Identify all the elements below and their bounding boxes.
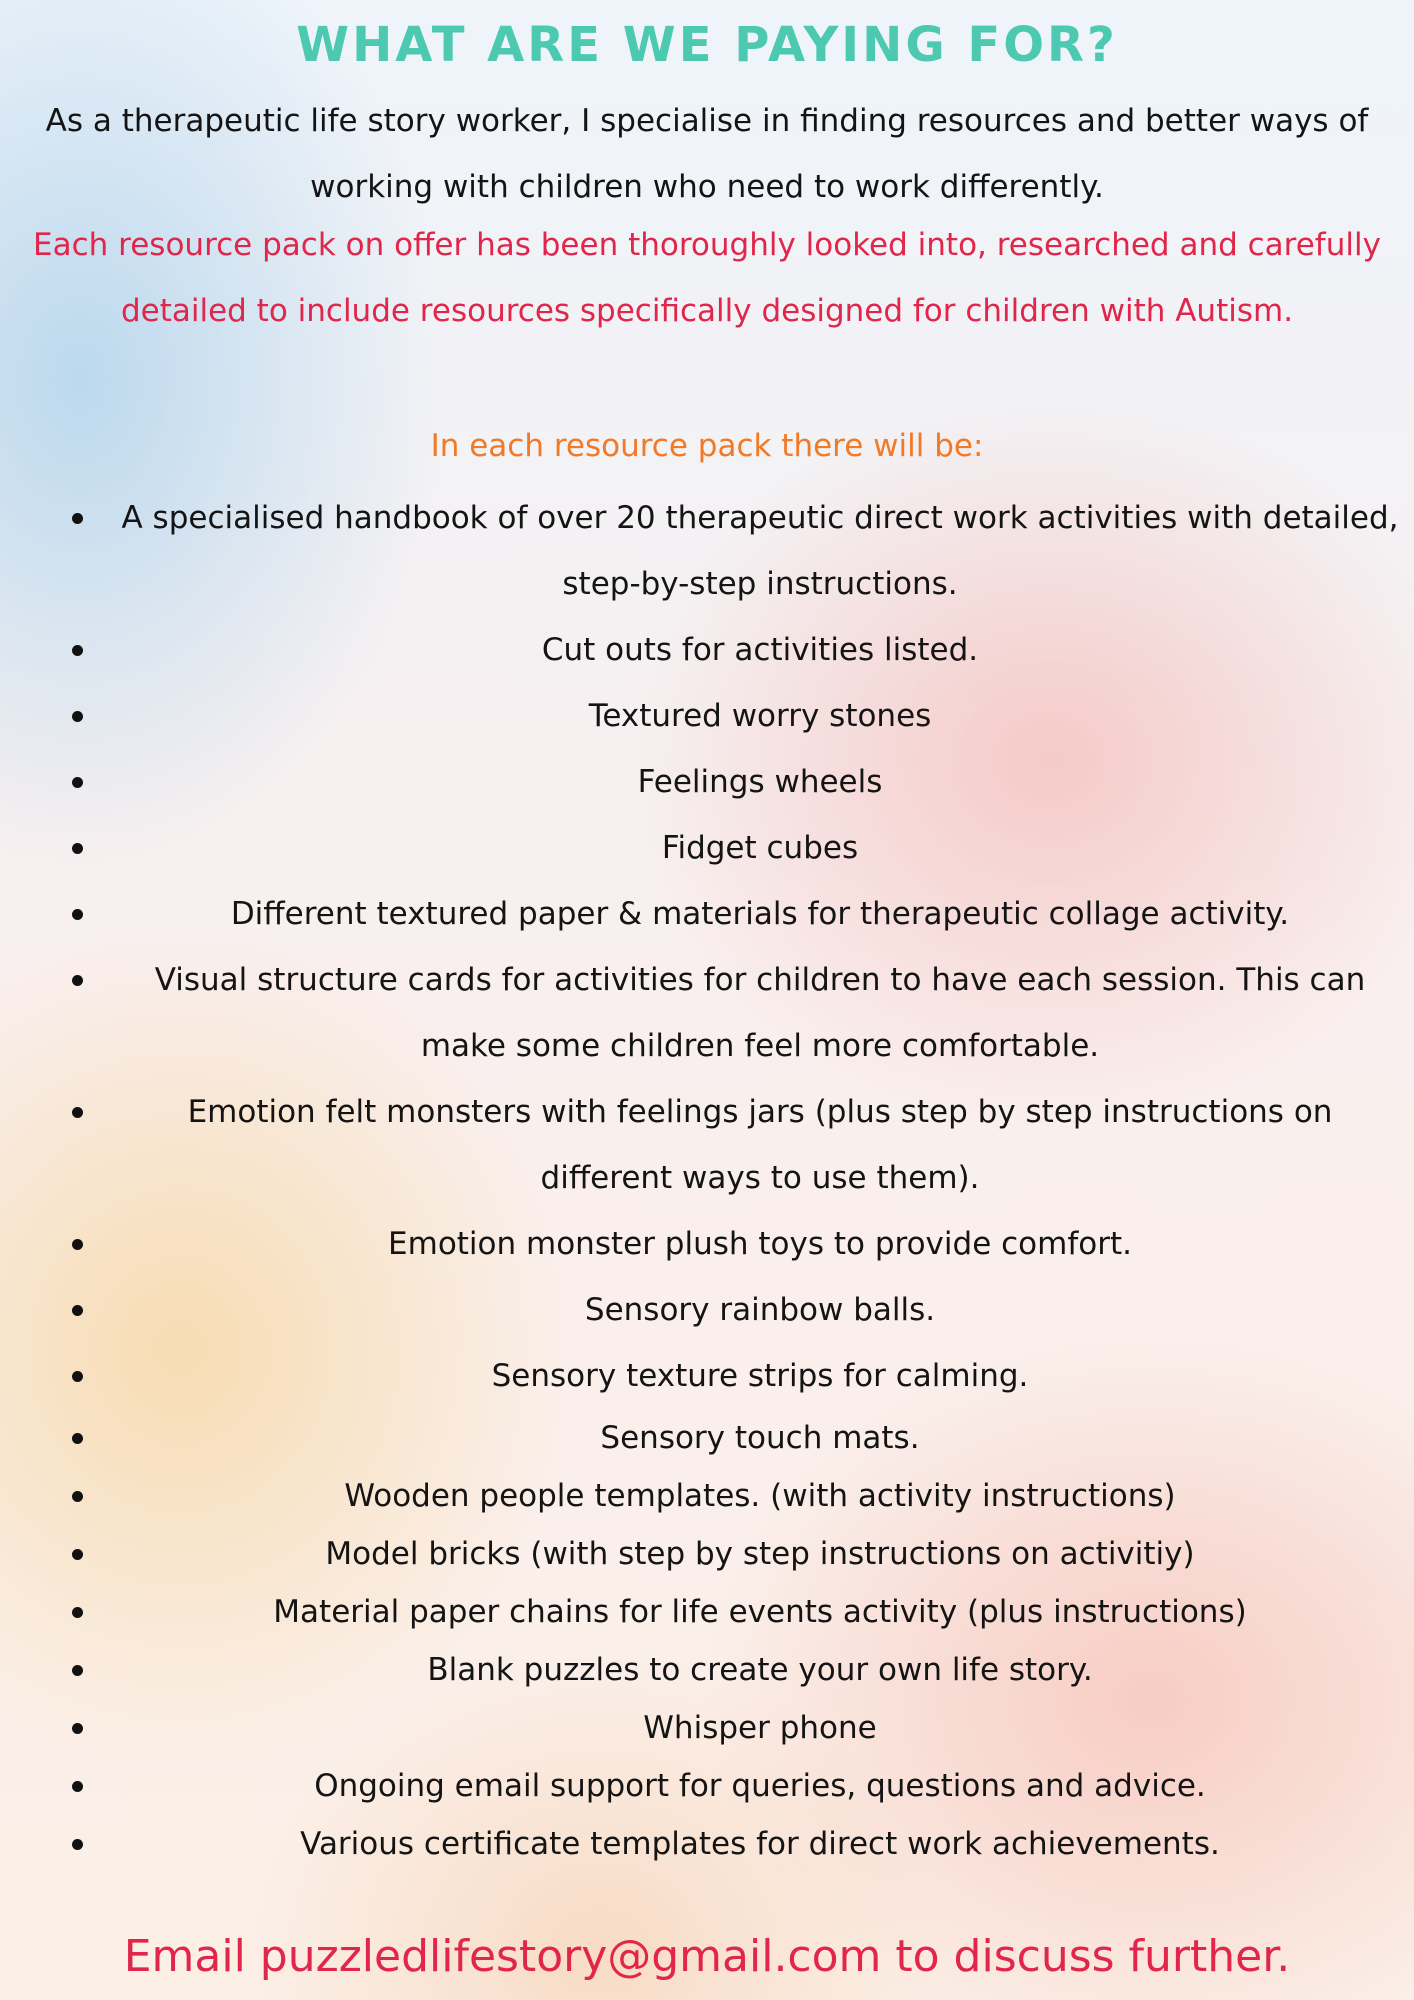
bullet-icon	[72, 975, 83, 986]
bullet-icon	[72, 1305, 83, 1316]
bullet-icon	[72, 1607, 83, 1618]
list-item-label: Emotion felt monsters with feelings jars (plus step by step instructions on different ways to use them).	[187, 1094, 1333, 1196]
bullet-icon	[72, 513, 83, 524]
bullet-icon	[72, 1107, 83, 1118]
list-item	[60, 1079, 1400, 1211]
bullet-icon	[72, 1723, 83, 1734]
list-item	[60, 1277, 1400, 1343]
bullet-icon	[72, 1839, 83, 1850]
list-item-label: Sensory texture strips for calming.	[491, 1358, 1029, 1394]
contact-footer: Email puzzledlifestory@gmail.com to discuss further.	[123, 1931, 1291, 1982]
page-title: WHAT ARE WE PAYING FOR?	[296, 17, 1118, 73]
pack-contents-list	[60, 485, 1400, 1873]
list-item-label: Cut outs for activities listed.	[541, 632, 979, 668]
list-item	[60, 1409, 1400, 1467]
bullet-icon	[72, 1781, 83, 1792]
list-item-label: Blank puzzles to create your own life story.	[427, 1652, 1093, 1688]
list-item-label: Feelings wheels	[637, 764, 883, 800]
list-item-label: Wooden people templates. (with activity instructions)	[344, 1478, 1176, 1514]
list-item-label: Ongoing email support for queries, questions and advice.	[314, 1768, 1206, 1804]
list-item-label: Whisper phone	[643, 1710, 877, 1746]
list-item	[60, 947, 1400, 1079]
list-item-label: Fidget cubes	[661, 830, 859, 866]
bullet-icon	[72, 1491, 83, 1502]
list-item	[60, 1641, 1400, 1699]
bullet-icon	[72, 909, 83, 920]
pack-contents-heading: In each resource pack there will be:	[430, 428, 984, 464]
bullet-icon	[72, 843, 83, 854]
bullet-icon	[72, 645, 83, 656]
list-item	[60, 1583, 1400, 1641]
list-item-label: A specialised handbook of over 20 therapeutic direct work activities with detailed, step-by-step instructions.	[121, 500, 1399, 602]
bullet-icon	[72, 1665, 83, 1676]
list-item	[60, 815, 1400, 881]
bullet-icon	[72, 1433, 83, 1444]
list-item	[60, 749, 1400, 815]
list-item	[60, 1525, 1400, 1583]
list-item-label: Different textured paper & materials for therapeutic collage activity.	[230, 896, 1290, 932]
list-item	[60, 683, 1400, 749]
list-item-label: Textured worry stones	[588, 698, 932, 734]
list-item-label: Visual structure cards for activities for children to have each session. This can make some children feel more comfortable.	[154, 962, 1366, 1064]
list-item-label: Model bricks (with step by step instructions on activitiy)	[325, 1536, 1195, 1572]
list-item	[60, 1699, 1400, 1757]
bullet-icon	[72, 777, 83, 788]
list-item	[60, 1757, 1400, 1815]
list-item-label: Sensory rainbow balls.	[584, 1292, 936, 1328]
list-item-label: Sensory touch mats.	[600, 1420, 920, 1456]
list-item	[60, 485, 1400, 617]
list-item-label: Material paper chains for life events activity (plus instructions)	[273, 1594, 1247, 1630]
highlight-paragraph: Each resource pack on offer has been thoroughly looked into, researched and carefully detailed to include resources specifically designed for children with Autism.	[33, 227, 1381, 329]
list-item	[60, 1343, 1400, 1409]
intro-paragraph: As a therapeutic life story worker, I specialise in finding resources and better ways of working with children who need to work differently.	[45, 103, 1369, 205]
list-item	[60, 1815, 1400, 1873]
bullet-icon	[72, 1239, 83, 1250]
list-item	[60, 881, 1400, 947]
bullet-icon	[72, 1371, 83, 1382]
bullet-icon	[72, 1549, 83, 1560]
bullet-icon	[72, 711, 83, 722]
list-item	[60, 1211, 1400, 1277]
list-item	[60, 617, 1400, 683]
list-item-label: Various certificate templates for direct work achievements.	[300, 1826, 1220, 1862]
list-item	[60, 1467, 1400, 1525]
list-item-label: Emotion monster plush toys to provide comfort.	[388, 1226, 1132, 1262]
